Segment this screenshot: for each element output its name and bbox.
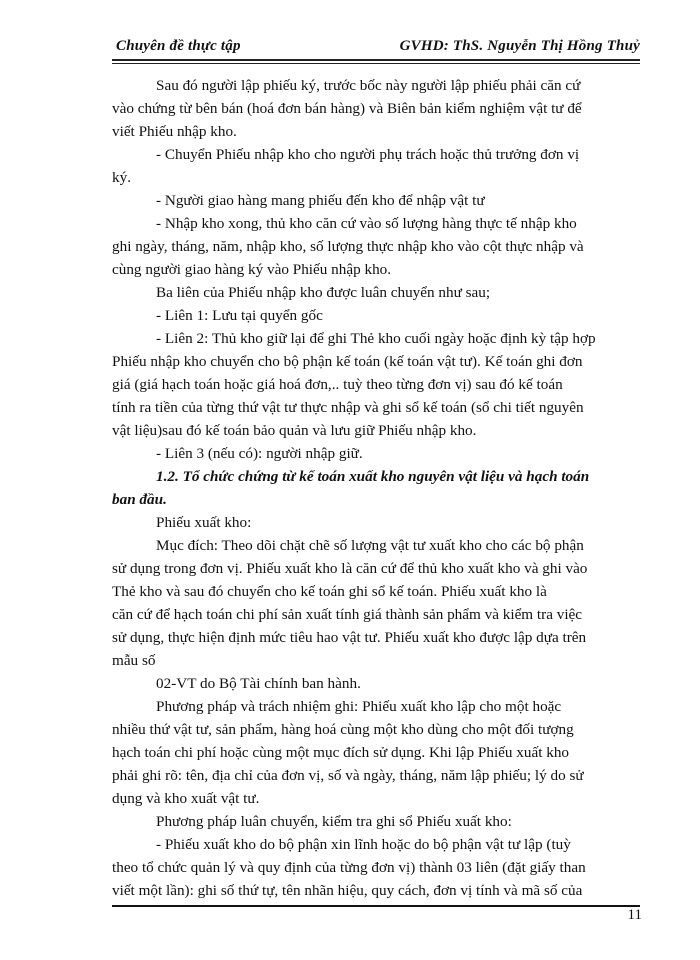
text-line: - Chuyển Phiếu nhập kho cho người phụ trách hoặc thủ trưởng đơn vị	[156, 146, 580, 163]
text-line: hạch toán chi phí hoặc cùng một mục đích sử dụng. Khi lập Phiếu xuất kho	[112, 744, 570, 761]
text-line: Phiếu nhập kho chuyển cho bộ phận kế toán (kế toán vật tư). Kế toán ghi đơn	[112, 353, 583, 370]
page-header	[112, 38, 640, 62]
text-line: dụng và kho xuất vật tư.	[112, 790, 260, 807]
text-line: vật liệu)sau đó kế toán bảo quản và lưu giữ Phiếu nhập kho.	[112, 422, 477, 439]
section-heading-line: ban đầu.	[112, 491, 167, 508]
text-line: Phiếu xuất kho:	[156, 514, 252, 531]
text-line: vào chứng từ bên bán (hoá đơn bán hàng) và Biên bản kiểm nghiệm vật tư để	[112, 100, 582, 117]
text-line: viết một lần): ghi số thứ tự, tên nhãn hiệu, quy cách, đơn vị tính và mã số của	[112, 882, 583, 899]
text-line: 02-VT do Bộ Tài chính ban hành.	[156, 675, 361, 692]
text-line: - Phiếu xuất kho do bộ phận xin lĩnh hoặc do bộ phận vật tư lập (tuỳ	[156, 836, 571, 853]
text-line: Ba liên của Phiếu nhập kho được luân chuyển như sau;	[156, 284, 491, 301]
text-line: sử dụng trong đơn vị. Phiếu xuất kho là căn cứ để thủ kho xuất kho và ghi vào	[112, 560, 588, 577]
text-line: - Liên 2: Thủ kho giữ lại để ghi Thẻ kho cuối ngày hoặc định kỳ tập hợp	[156, 330, 596, 347]
text-line: viết Phiếu nhập kho.	[112, 123, 237, 140]
header-title: Chuyên đề thực tập	[116, 38, 241, 54]
text-line: cùng người giao hàng ký vào Phiếu nhập kho.	[112, 261, 392, 278]
text-line: Phương pháp và trách nhiệm ghi: Phiếu xuất kho lập cho một hoặc	[156, 698, 562, 715]
text-line: căn cứ để hạch toán chi phí sản xuất tính giá thành sản phẩm và kiểm tra việc	[112, 606, 583, 623]
text-line: Sau đó người lập phiếu ký, trước bốc này người lập phiếu phải căn cứ	[156, 77, 581, 94]
text-line: theo tổ chức quản lý và quy định của từng đơn vị) thành 03 liên (đặt giấy than	[112, 859, 586, 876]
text-line: nhiều thứ vật tư, sản phẩm, hàng hoá cùng một kho dùng cho một đối tượng	[112, 721, 574, 738]
text-line: sử dụng, thực hiện định mức tiêu hao vật tư. Phiếu xuất kho được lập dựa trên	[112, 629, 587, 646]
text-line: giá (giá hạch toán hoặc giá hoá đơn,.. tuỳ theo từng đơn vị) sau đó kế toán	[112, 376, 563, 393]
page-number: 11	[627, 907, 642, 923]
text-line: ký.	[112, 169, 131, 186]
document-body	[112, 74, 642, 902]
text-line: - Nhập kho xong, thủ kho căn cứ vào số lượng hàng thực tế nhập kho	[156, 215, 577, 232]
text-line: mẫu số	[112, 652, 156, 669]
text-line: ghi ngày, tháng, năm, nhập kho, số lượng thực nhập kho vào cột thực nhập và	[112, 238, 584, 255]
text-line: - Liên 1: Lưu tại quyển gốc	[156, 307, 323, 324]
text-line: tính ra tiền của từng thứ vật tư thực nhập và ghi sổ kế toán (sổ chi tiết nguyên	[112, 399, 584, 416]
text-line: Mục đích: Theo dõi chặt chẽ số lượng vật tư xuất kho cho các bộ phận	[156, 537, 584, 554]
text-line: Phương pháp luân chuyển, kiểm tra ghi sổ Phiếu xuất kho:	[156, 813, 512, 830]
footer-rule	[112, 905, 640, 907]
section-heading-line: 1.2. Tổ chức chứng từ kế toán xuất kho nguyên vật liệu và hạch toán	[156, 468, 590, 485]
header-rule	[112, 59, 640, 64]
text-line: - Liên 3 (nếu có): người nhập giữ.	[156, 445, 363, 462]
text-line: Thẻ kho và sau đó chuyển cho kế toán ghi sổ kế toán. Phiếu xuất kho là	[112, 583, 547, 600]
header-supervisor: GVHD: ThS. Nguyễn Thị Hồng Thuỷ	[399, 38, 640, 54]
text-line: phải ghi rõ: tên, địa chỉ của đơn vị, số và ngày, tháng, năm lập phiếu; lý do sử	[112, 767, 584, 784]
text-line: - Người giao hàng mang phiếu đến kho để nhập vật tư	[156, 192, 485, 209]
